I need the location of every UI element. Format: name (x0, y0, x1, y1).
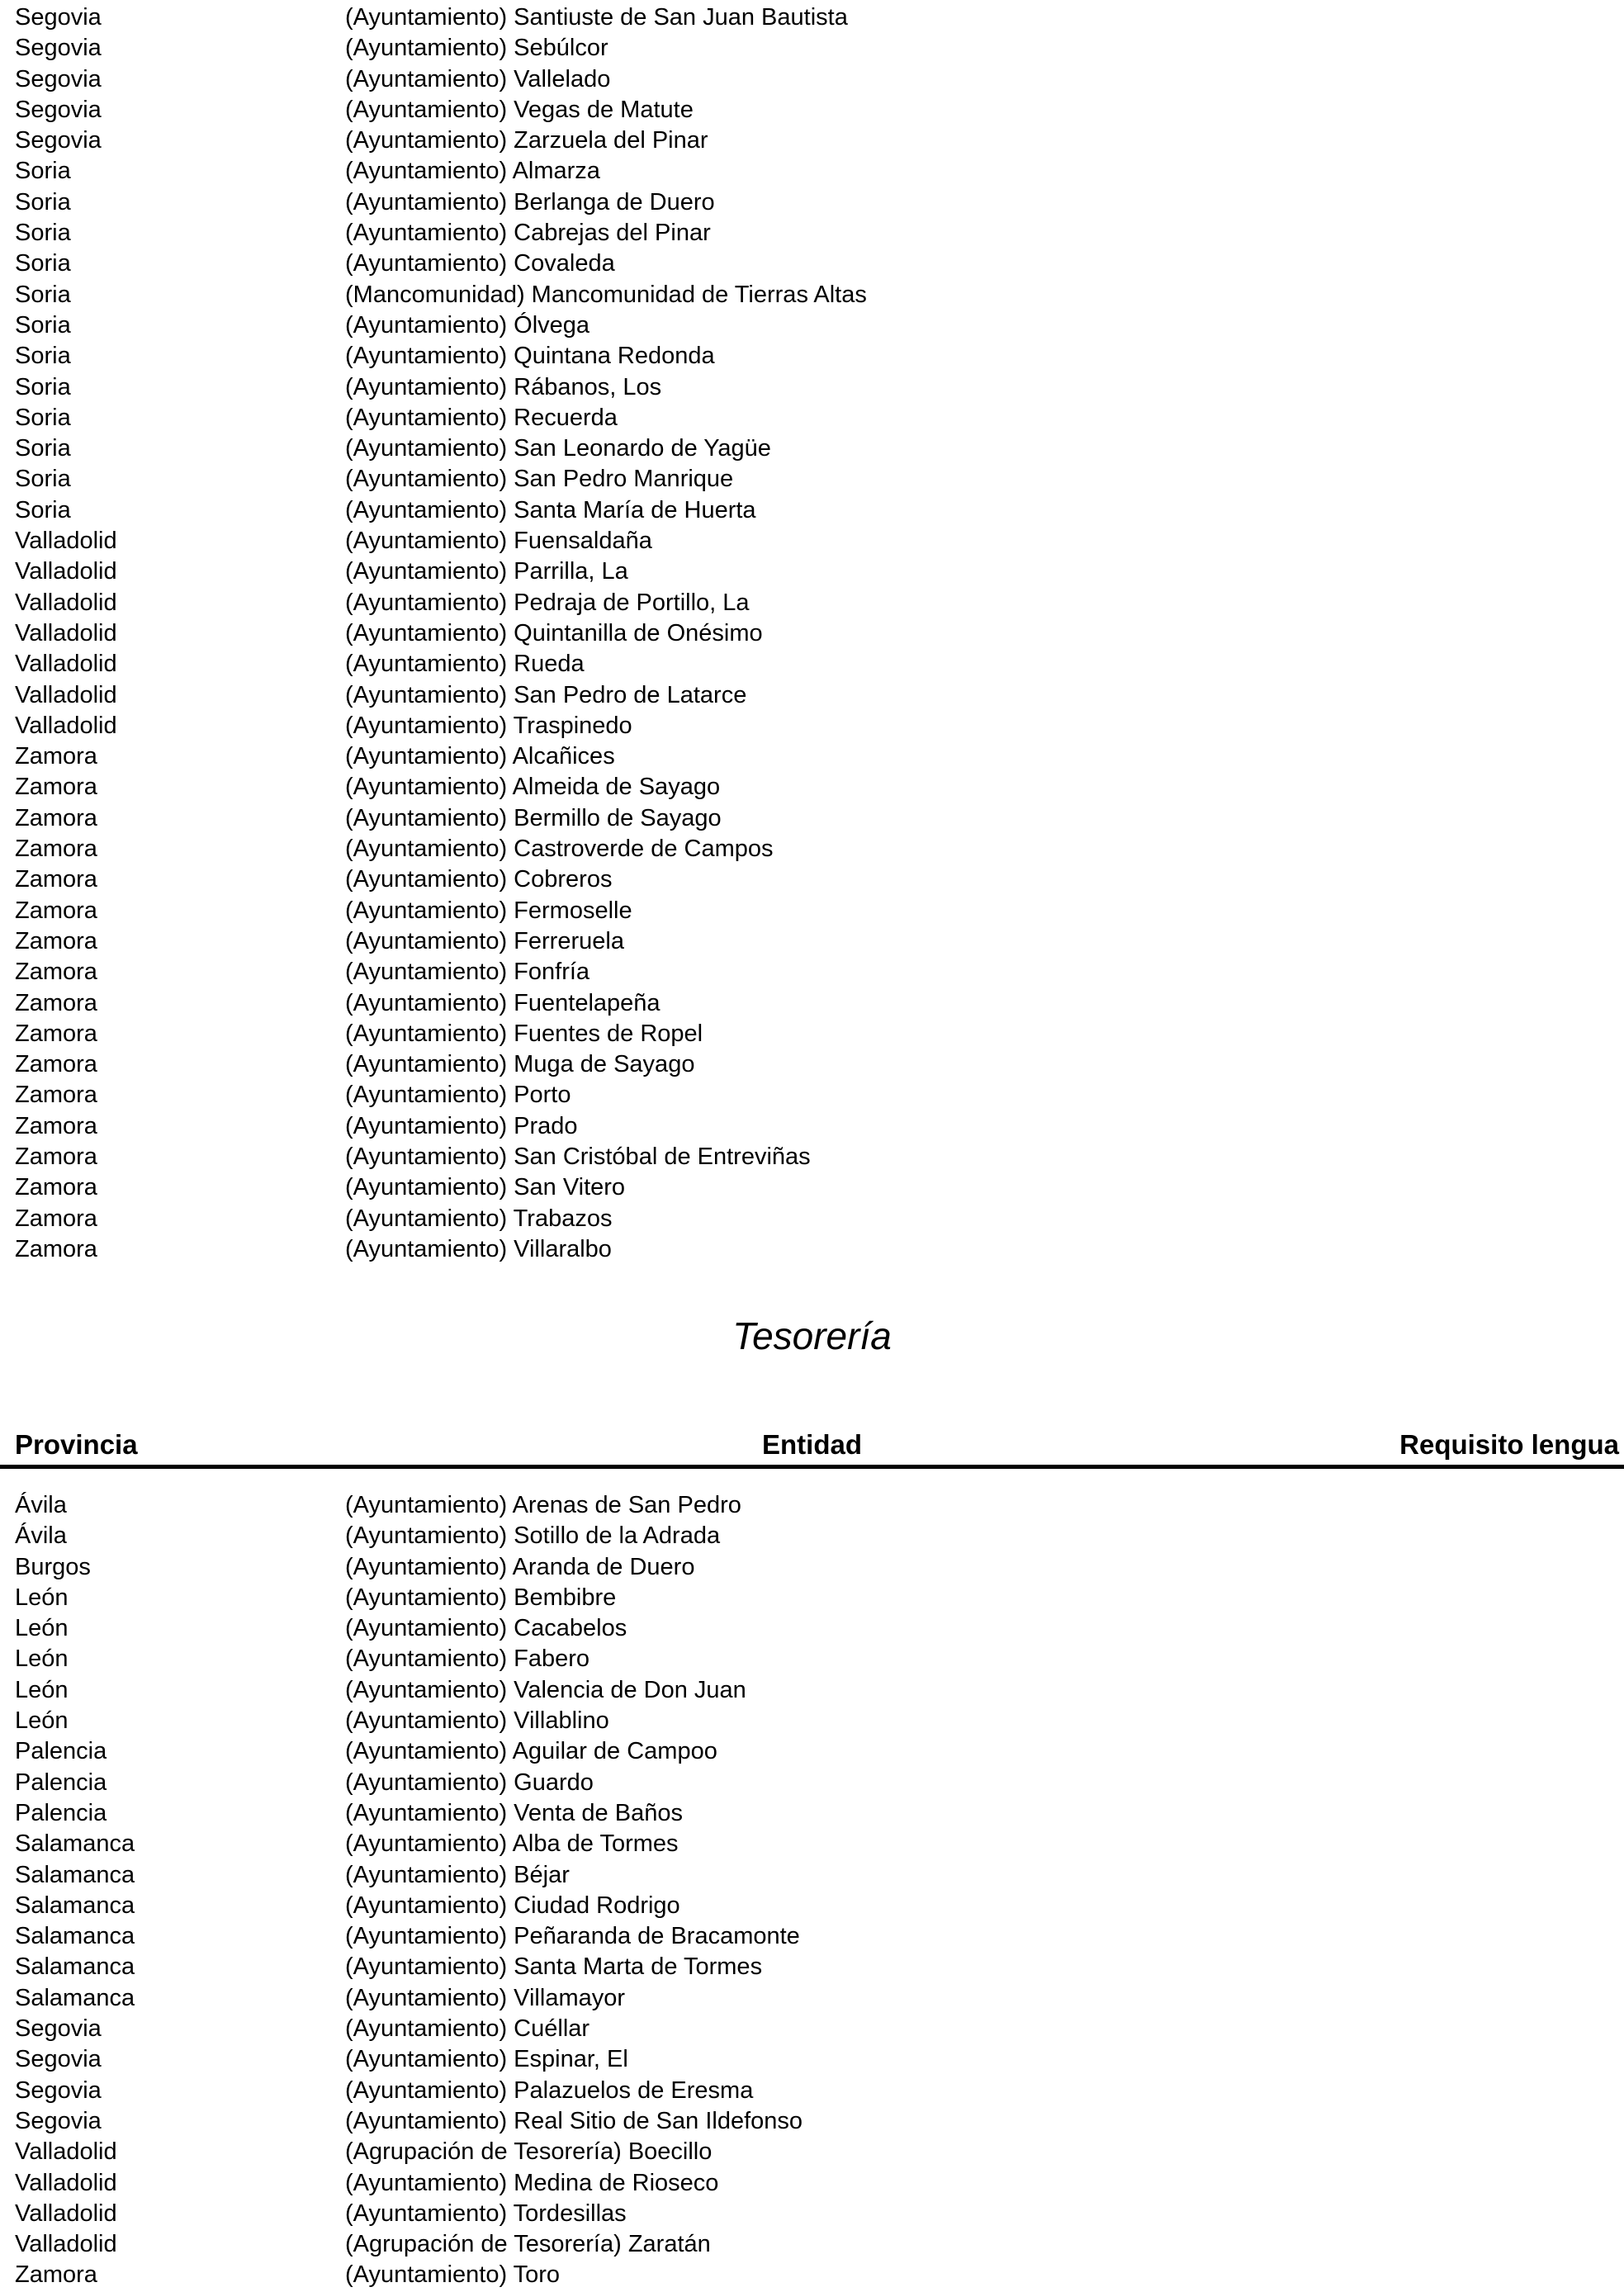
entidad-cell: (Ayuntamiento) Rueda (345, 651, 585, 678)
provincia-cell: Ávila (15, 1492, 67, 1518)
entidad-cell: (Ayuntamiento) Palazuelos de Eresma (345, 2077, 754, 2104)
table-row (0, 403, 1624, 433)
entidad-cell: (Ayuntamiento) Aranda de Duero (345, 1553, 695, 1580)
table-row (0, 341, 1624, 372)
entidad-cell: (Ayuntamiento) Fuensaldaña (345, 528, 652, 555)
provincia-cell: Soria (15, 311, 71, 339)
provincia-cell: Segovia (15, 127, 102, 154)
entidad-cell: (Ayuntamiento) Covaleda (345, 250, 615, 277)
entidad-cell: (Ayuntamiento) Tordesillas (345, 2200, 627, 2227)
provincia-cell: Soria (15, 250, 71, 277)
table-row (0, 310, 1624, 341)
entidad-cell: (Ayuntamiento) Cuéllar (345, 2015, 590, 2043)
table-row (0, 1172, 1624, 1203)
provincia-cell: Valladolid (15, 528, 117, 555)
table-row (0, 1613, 1624, 1644)
entidad-cell: (Ayuntamiento) Cabrejas del Pinar (345, 220, 711, 247)
provincia-cell: Salamanca (15, 1892, 135, 1919)
entidad-cell: (Ayuntamiento) Venta de Baños (345, 1799, 683, 1826)
table-row (0, 2106, 1624, 2137)
entidad-cell: (Ayuntamiento) Sotillo de la Adrada (345, 1522, 721, 1550)
entidad-cell: (Mancomunidad) Mancomunidad de Tierras Altas (345, 281, 867, 308)
provincia-cell: Zamora (15, 1174, 97, 1201)
provincia-cell: Valladolid (15, 589, 117, 616)
provincia-cell: Valladolid (15, 2169, 117, 2196)
provincia-cell: Salamanca (15, 1830, 135, 1858)
entidad-cell: (Ayuntamiento) Villamayor (345, 1984, 626, 2011)
provincia-cell: Soria (15, 435, 71, 462)
entidad-cell: (Ayuntamiento) Fermoselle (345, 897, 632, 924)
table-row (0, 926, 1624, 957)
table-row (0, 1891, 1624, 1921)
table-row (0, 1080, 1624, 1110)
table-row (0, 433, 1624, 464)
entidad-cell: (Ayuntamiento) Berlanga de Duero (345, 188, 715, 215)
table-row (0, 495, 1624, 526)
provincia-cell: León (15, 1584, 69, 1611)
entidad-cell: (Ayuntamiento) Ferreruela (345, 927, 624, 954)
provincia-cell: Salamanca (15, 1984, 135, 2011)
table-row (0, 588, 1624, 618)
entidad-cell: (Ayuntamiento) Fuentelapeña (345, 989, 660, 1016)
entidad-cell: (Ayuntamiento) Prado (345, 1112, 578, 1139)
table-row (0, 1111, 1624, 1142)
entidad-cell: (Ayuntamiento) Guardo (345, 1769, 594, 1796)
provincia-cell: Soria (15, 281, 71, 308)
entidad-cell: (Ayuntamiento) Parrilla, La (345, 558, 628, 585)
entidad-cell: (Ayuntamiento) Trabazos (345, 1205, 613, 1232)
entidad-cell: (Ayuntamiento) Bembibre (345, 1584, 617, 1611)
entidad-cell: (Ayuntamiento) Santa María de Huerta (345, 496, 756, 523)
table-row (0, 803, 1624, 834)
provincia-cell: Soria (15, 496, 71, 523)
entidad-cell: (Ayuntamiento) Pedraja de Portillo, La (345, 589, 750, 616)
entidad-cell: (Ayuntamiento) Vegas de Matute (345, 96, 694, 123)
provincia-cell: Zamora (15, 897, 97, 924)
provincia-cell: Segovia (15, 4, 102, 31)
table-row (0, 64, 1624, 95)
provincia-cell: Soria (15, 343, 71, 370)
provincia-cell: León (15, 1676, 69, 1703)
table-row (0, 2229, 1624, 2260)
entidad-cell: (Ayuntamiento) Valencia de Don Juan (345, 1676, 746, 1703)
provincia-cell: Zamora (15, 836, 97, 863)
table-row (0, 156, 1624, 187)
provincia-cell: León (15, 1707, 69, 1735)
table-row (0, 1952, 1624, 1982)
entidad-cell: (Ayuntamiento) Santiuste de San Juan Bautista (345, 4, 848, 31)
provincia-cell: Zamora (15, 1143, 97, 1170)
table-row (0, 741, 1624, 772)
entidad-cell: (Ayuntamiento) Alba de Tormes (345, 1830, 679, 1858)
provincia-cell: León (15, 1646, 69, 1673)
entidad-cell: (Agrupación de Tesorería) Boecillo (345, 2138, 713, 2166)
entidad-cell: (Ayuntamiento) Aguilar de Campoo (345, 1738, 717, 1765)
entidad-cell: (Ayuntamiento) Béjar (345, 1861, 570, 1888)
table-row (0, 526, 1624, 556)
provincia-cell: Zamora (15, 743, 97, 770)
entidad-cell: (Ayuntamiento) Fuentes de Ropel (345, 1020, 703, 1047)
entidad-cell: (Ayuntamiento) Alcañices (345, 743, 615, 770)
table-row (0, 957, 1624, 987)
entidad-cell: (Ayuntamiento) San Pedro de Latarce (345, 681, 747, 708)
table-row (0, 95, 1624, 125)
provincia-cell: Zamora (15, 2261, 97, 2289)
entidad-cell: (Agrupación de Tesorería) Zaratán (345, 2231, 711, 2258)
table-row (0, 249, 1624, 279)
table-row (0, 2, 1624, 33)
table-row (0, 649, 1624, 680)
table-row (0, 556, 1624, 587)
column-header-requisito-lengua: Requisito lengua (1399, 1429, 1619, 1460)
entidad-cell: (Ayuntamiento) Almarza (345, 158, 600, 185)
provincia-cell: Zamora (15, 866, 97, 893)
provincia-cell: Zamora (15, 1051, 97, 1078)
provincia-cell: Segovia (15, 35, 102, 62)
table-row (0, 772, 1624, 803)
table-row (0, 464, 1624, 495)
column-header-provincia: Provincia (15, 1429, 138, 1460)
provincia-cell: León (15, 1615, 69, 1642)
table-row (0, 896, 1624, 926)
table-row (0, 218, 1624, 249)
entidad-cell: (Ayuntamiento) Fabero (345, 1646, 590, 1673)
entidad-cell: (Ayuntamiento) Vallelado (345, 65, 611, 92)
entidad-cell: (Ayuntamiento) Castroverde de Campos (345, 836, 774, 863)
table-row (0, 1142, 1624, 1172)
entidad-cell: (Ayuntamiento) Quintanilla de Onésimo (345, 619, 763, 646)
provincia-cell: Valladolid (15, 558, 117, 585)
table-row (0, 1983, 1624, 2014)
section-title: Tesorería (732, 1314, 892, 1357)
provincia-cell: Zamora (15, 959, 97, 986)
table-row (0, 1675, 1624, 1706)
provincia-cell: Palencia (15, 1738, 107, 1765)
table-row (0, 2076, 1624, 2106)
entidad-cell: (Ayuntamiento) San Pedro Manrique (345, 466, 734, 493)
provincia-cell: Segovia (15, 2077, 102, 2104)
entidad-cell: (Ayuntamiento) Medina de Rioseco (345, 2169, 719, 2196)
entidad-cell: (Ayuntamiento) Bermillo de Sayago (345, 804, 722, 831)
provincia-cell: Segovia (15, 2107, 102, 2134)
provincia-cell: Valladolid (15, 651, 117, 678)
provincia-cell: Palencia (15, 1799, 107, 1826)
entidad-cell: (Ayuntamiento) Traspinedo (345, 712, 632, 739)
table-row (0, 1768, 1624, 1798)
provincia-cell: Zamora (15, 1235, 97, 1262)
provincia-cell: Valladolid (15, 681, 117, 708)
table-row (0, 2044, 1624, 2075)
entidad-cell: (Ayuntamiento) Quintana Redonda (345, 343, 715, 370)
provincia-cell: Valladolid (15, 619, 117, 646)
table-row (0, 1204, 1624, 1234)
entidad-cell: (Ayuntamiento) Real Sitio de San Ildefonso (345, 2107, 803, 2134)
entidad-cell: (Ayuntamiento) Fonfría (345, 959, 590, 986)
entidad-cell: (Ayuntamiento) Espinar, El (345, 2046, 628, 2073)
entidad-cell: (Ayuntamiento) San Cristóbal de Entreviñas (345, 1143, 811, 1170)
entidad-cell: (Ayuntamiento) Santa Marta de Tormes (345, 1953, 763, 1981)
table-row (0, 1860, 1624, 1891)
entidad-cell: (Ayuntamiento) Ciudad Rodrigo (345, 1892, 680, 1919)
table-row (0, 2014, 1624, 2044)
entidad-cell: (Ayuntamiento) Almeida de Sayago (345, 774, 721, 801)
provincia-cell: Soria (15, 188, 71, 215)
provincia-cell: Soria (15, 158, 71, 185)
provincia-cell: Soria (15, 220, 71, 247)
header-divider (0, 1465, 1624, 1469)
tesoreria-entity-list (0, 1490, 1624, 2291)
entidad-cell: (Ayuntamiento) Sebúlcor (345, 35, 608, 62)
table-row (0, 125, 1624, 156)
table-row (0, 1049, 1624, 1080)
provincia-cell: Ávila (15, 1522, 67, 1550)
table-row (0, 187, 1624, 218)
table-row (0, 1706, 1624, 1736)
table-row (0, 1552, 1624, 1583)
table-row (0, 1019, 1624, 1049)
provincia-cell: Zamora (15, 804, 97, 831)
provincia-cell: Salamanca (15, 1861, 135, 1888)
entidad-cell: (Ayuntamiento) Ólvega (345, 311, 590, 339)
entity-list-continued (0, 2, 1624, 1265)
table-row (0, 834, 1624, 864)
provincia-cell: Salamanca (15, 1953, 135, 1981)
entidad-cell: (Ayuntamiento) Zarzuela del Pinar (345, 127, 708, 154)
table-row (0, 1490, 1624, 1521)
provincia-cell: Zamora (15, 1205, 97, 1232)
entidad-cell: (Ayuntamiento) Villablino (345, 1707, 609, 1735)
provincia-cell: Valladolid (15, 712, 117, 739)
entidad-cell: (Ayuntamiento) Rábanos, Los (345, 373, 662, 400)
table-row (0, 372, 1624, 403)
provincia-cell: Segovia (15, 96, 102, 123)
table-row (0, 1798, 1624, 1829)
entidad-cell: (Ayuntamiento) Cacabelos (345, 1615, 627, 1642)
table-row (0, 1521, 1624, 1551)
table-row (0, 2137, 1624, 2167)
provincia-cell: Valladolid (15, 2200, 117, 2227)
entidad-cell: (Ayuntamiento) San Vitero (345, 1174, 626, 1201)
entidad-cell: (Ayuntamiento) San Leonardo de Yagüe (345, 435, 771, 462)
provincia-cell: Soria (15, 466, 71, 493)
column-header-entidad: Entidad (762, 1429, 862, 1460)
table-row (0, 1644, 1624, 1674)
table-row (0, 2199, 1624, 2229)
provincia-cell: Palencia (15, 1769, 107, 1796)
provincia-cell: Burgos (15, 1553, 91, 1580)
entidad-cell: (Ayuntamiento) Cobreros (345, 866, 613, 893)
table-row (0, 711, 1624, 741)
table-row (0, 280, 1624, 310)
table-row (0, 2260, 1624, 2290)
entidad-cell: (Ayuntamiento) Recuerda (345, 404, 618, 431)
table-row (0, 1234, 1624, 1265)
table-row (0, 864, 1624, 895)
provincia-cell: Zamora (15, 1082, 97, 1109)
provincia-cell: Zamora (15, 1020, 97, 1047)
provincia-cell: Segovia (15, 2015, 102, 2043)
entidad-cell: (Ayuntamiento) Toro (345, 2261, 561, 2289)
entidad-cell: (Ayuntamiento) Villaralbo (345, 1235, 612, 1262)
table-row (0, 2168, 1624, 2199)
entidad-cell: (Ayuntamiento) Muga de Sayago (345, 1051, 695, 1078)
table-row (0, 988, 1624, 1019)
table-row (0, 680, 1624, 711)
table-row (0, 1829, 1624, 1859)
table-row (0, 618, 1624, 649)
table-row (0, 1921, 1624, 1952)
provincia-cell: Valladolid (15, 2138, 117, 2166)
provincia-cell: Zamora (15, 774, 97, 801)
entidad-cell: (Ayuntamiento) Porto (345, 1082, 571, 1109)
provincia-cell: Soria (15, 373, 71, 400)
provincia-cell: Salamanca (15, 1923, 135, 1950)
provincia-cell: Zamora (15, 1112, 97, 1139)
provincia-cell: Zamora (15, 989, 97, 1016)
provincia-cell: Zamora (15, 927, 97, 954)
entidad-cell: (Ayuntamiento) Peñaranda de Bracamonte (345, 1923, 800, 1950)
table-row (0, 1583, 1624, 1613)
table-header (0, 1427, 1624, 1463)
table-row (0, 33, 1624, 64)
entidad-cell: (Ayuntamiento) Arenas de San Pedro (345, 1492, 741, 1518)
provincia-cell: Segovia (15, 2046, 102, 2073)
table-row (0, 1736, 1624, 1767)
provincia-cell: Valladolid (15, 2231, 117, 2258)
provincia-cell: Soria (15, 404, 71, 431)
provincia-cell: Segovia (15, 65, 102, 92)
